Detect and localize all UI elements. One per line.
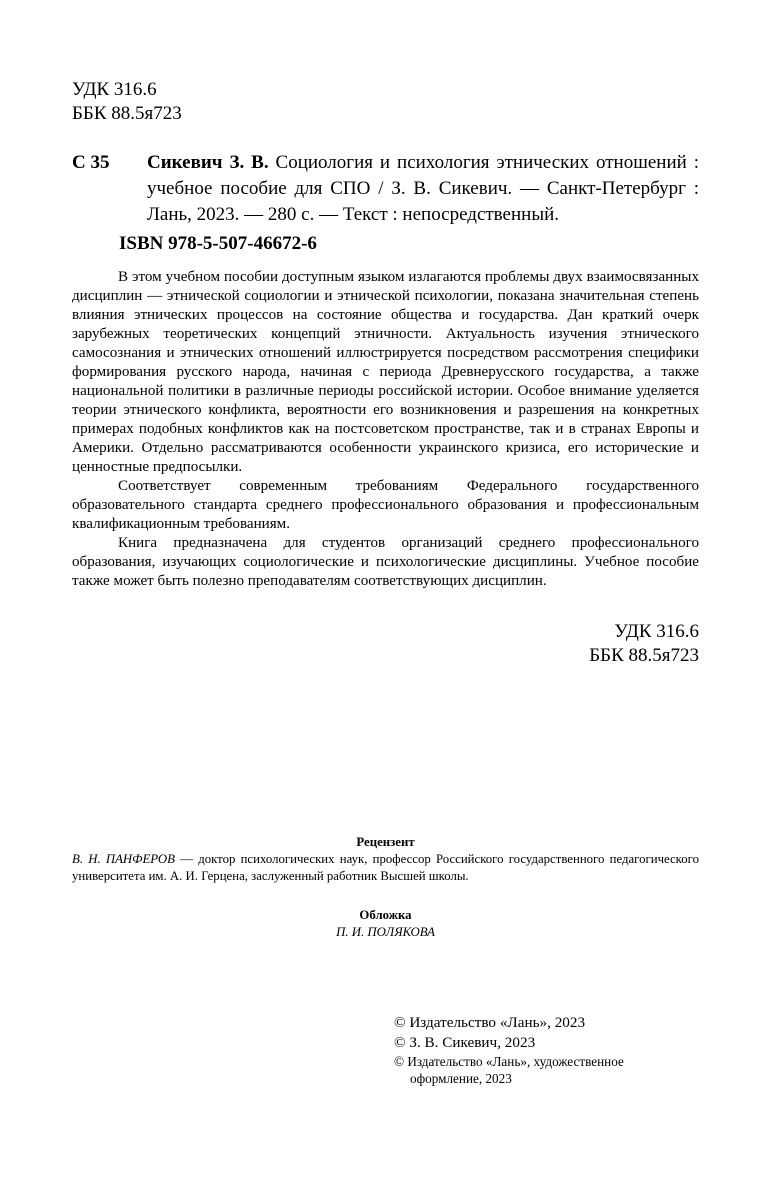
copyright-publisher: © Издательство «Лань», 2023 bbox=[394, 1014, 586, 1031]
udc-code: УДК 316.6 bbox=[614, 621, 699, 642]
bibliographic-entry bbox=[72, 150, 699, 228]
copyright-design: © Издательство «Лань», художественное bbox=[394, 1054, 624, 1069]
annotation-paragraph: Книга предназначена для студентов организаций среднего профессионального образования, изучающих социологические и психологические дисциплины. Учебное пособие также может быть полезно преподавателям соответствующих дисциплин. bbox=[72, 535, 699, 589]
copyright-block bbox=[394, 1013, 624, 1087]
reviewer-heading: Рецензент bbox=[356, 835, 415, 849]
reviewer-block bbox=[72, 834, 699, 885]
title-statement: Социология и психология этнических отношений : учебное пособие для СПО / З. В. Сикевич. — Санкт-Петербург : Лань, 2023. — 280 с. — Текст : непосредственный. bbox=[147, 152, 700, 225]
reviewer-name: В. Н. ПАНФЕРОВ bbox=[72, 852, 175, 866]
bibliographic-description bbox=[147, 150, 699, 228]
udc-code: УДК 316.6 bbox=[72, 79, 157, 100]
annotation-paragraph: В этом учебном пособии доступным языком излагаются проблемы двух взаимосвязанных дисциплин — этнической социологии и этнической психологии, показана значительная степень влияния этнических процессов на состояние общества и государства. Дан краткий очерк зарубежных теоретических концепций этничности. Актуальность изучения этнического самосознания и этнических отношений иллюстрируется посредством рассмотрения специфики формирования русского народа, начиная с периода Древнерусского государства, а также национальной политики в различные периоды российской истории. Особое внимание уделяется теории этнического конфликта, вероятности его возникновения и разрешения на конкретных примерах подобных конфликтов как на постсоветском пространстве, так и в странах Европы и Америки. Отдельно рассматриваются особенности украинского кризиса, его исторические и ценностные предпосылки. bbox=[72, 269, 699, 475]
reviewer-info bbox=[72, 851, 699, 885]
cover-designer: П. И. ПОЛЯКОВА bbox=[336, 925, 435, 939]
author-name: Сикевич З. В. bbox=[147, 152, 269, 173]
cover-block bbox=[72, 907, 699, 941]
isbn: ISBN 978-5-507-46672-6 bbox=[119, 233, 317, 254]
cover-heading: Обложка bbox=[359, 908, 412, 922]
copyright-design-cont: оформление, 2023 bbox=[410, 1071, 512, 1086]
classification-top bbox=[72, 78, 182, 126]
annotation-paragraph: Соответствует современным требованиям Федерального государственного образовательного стандарта среднего профессионального образования и профессиональным квалификационным требованиям. bbox=[72, 478, 699, 532]
reviewer-credentials: — доктор психологических наук, профессор Российского государственного педагогического университета им. А. И. Герцена, заслуженный работник Высшей школы. bbox=[72, 852, 699, 883]
classification-bottom bbox=[589, 620, 699, 668]
annotation bbox=[72, 268, 699, 591]
copyright-author: © З. В. Сикевич, 2023 bbox=[394, 1034, 536, 1051]
bbk-code: ББК 88.5я723 bbox=[72, 103, 182, 124]
bbk-code: ББК 88.5я723 bbox=[589, 645, 699, 666]
author-sign: С 35 bbox=[72, 152, 110, 173]
